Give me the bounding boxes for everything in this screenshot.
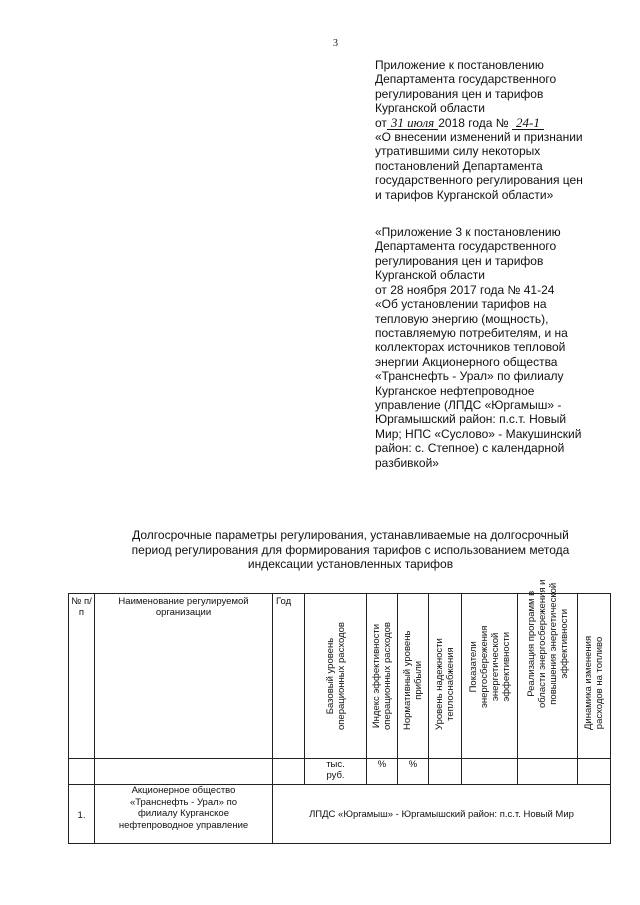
appendix3-line: от 28 ноября 2017 года № 41-24 xyxy=(375,282,555,297)
header-text: области энергосбережения и xyxy=(536,579,548,708)
header-text: прибыли xyxy=(413,660,424,700)
col-header-efficiency-index xyxy=(367,594,398,759)
handwritten-number: 24-1 xyxy=(512,117,544,130)
col-header-year: Год xyxy=(273,594,305,759)
appendix3-line: управление (ЛПДС «Юргамыш» - xyxy=(375,397,562,412)
org-name-line: филиалу Курганское xyxy=(137,808,229,819)
appendix3-line: поставляемую потребителям, и на xyxy=(375,325,568,340)
appendix-line: постановлений Департамента xyxy=(375,158,543,173)
title-line: период регулирования для формирования тарифов с использованием метода xyxy=(131,542,570,557)
header-row xyxy=(69,594,611,759)
unit-cell: % xyxy=(367,759,398,785)
appendix3-line: «Транснефть - Урал» по филиалу xyxy=(375,369,564,384)
appendix-line: государственного регулирования цен xyxy=(375,173,583,188)
header-text: Базовый уровень xyxy=(324,637,336,715)
unit-cell xyxy=(305,759,367,785)
date-suffix: 2018 года № xyxy=(438,115,509,130)
appendix3-line: разбивкой» xyxy=(375,455,439,470)
appendix-line: и тарифов Курганской области» xyxy=(375,187,554,202)
col-header-profit-level xyxy=(398,594,429,759)
header-text: Показатели xyxy=(467,641,479,693)
header-text: энергосбережения xyxy=(478,625,490,708)
appendix-date-line xyxy=(375,116,625,130)
page-number: 3 xyxy=(333,38,338,49)
appendix3-line: Департамента государственного xyxy=(375,239,557,254)
title-line: индексации установленных тарифов xyxy=(247,557,454,571)
parameters-table xyxy=(68,579,611,844)
units-row xyxy=(69,759,611,785)
header-text: Динамика изменения xyxy=(583,635,594,730)
unit-text: тыс. xyxy=(326,759,345,770)
org-name-line: Акционерное общество xyxy=(131,785,236,796)
col-header-programs xyxy=(518,579,578,759)
header-text: повышения энергетической xyxy=(547,582,559,705)
appendix-line: Курганской области xyxy=(375,101,485,116)
header-text: Реализация программ в xyxy=(525,590,537,697)
appendix3-line: Курганское нефтепроводное xyxy=(375,383,535,398)
appendix3-line: коллекторах источников тепловой xyxy=(375,340,566,355)
appendix3-line: Мир; НПС «Суслово» - Макушинский xyxy=(375,426,582,441)
org-name-line: «Транснефть - Урал» по xyxy=(129,796,238,808)
appendix3-line: регулирования цен и тарифов xyxy=(375,253,544,268)
appendix3-line: энергии Акционерного общества xyxy=(375,354,558,369)
unit-cell: % xyxy=(398,759,429,785)
org-name-line: нефтепроводное управление xyxy=(118,819,249,831)
col-header-fuel-dynamics xyxy=(578,594,611,759)
col-header-num: № п/п xyxy=(69,594,95,759)
appendix3-line: тепловую энергию (мощность), xyxy=(375,311,549,326)
appendix-line: регулирования цен и тарифов xyxy=(375,86,544,101)
appendix3-line: Юргамышский район: п.с.т. Новый xyxy=(375,412,567,427)
unit-text: руб. xyxy=(326,770,345,781)
header-text: эффективности xyxy=(558,608,570,679)
header-text: операционных расходов xyxy=(335,622,347,730)
header-text: расходов на топливо xyxy=(594,636,605,730)
appendix-line: Департамента государственного xyxy=(375,72,557,87)
header-text: Нормативный уровень xyxy=(402,630,413,730)
header-text: эффективности xyxy=(500,631,512,702)
appendix3-line: «Об установлении тарифов на xyxy=(375,297,547,312)
col-header-energy-saving xyxy=(462,594,518,759)
col-header-base-opex xyxy=(305,594,367,759)
appendix3-line: «Приложение 3 к постановлению xyxy=(375,225,561,240)
header-text: операционных расходов xyxy=(382,622,393,730)
appendix-header xyxy=(375,58,625,470)
appendix3-line: Курганской области xyxy=(375,268,485,283)
appendix-line: утратившими силу некоторых xyxy=(375,144,541,159)
facility-cell: ЛПДС «Юргамыш» - Юргамышский район: п.с.т. Новый Мир xyxy=(273,785,611,844)
row-number: 1. xyxy=(69,785,95,844)
header-text: Индекс эффективности xyxy=(371,623,382,729)
col-header-name: Наименование регулируемой организации xyxy=(95,594,273,759)
col-header-reliability xyxy=(429,594,462,759)
appendix3-line: район: с. Степное) с календарной xyxy=(375,441,565,456)
handwritten-date: 31 июля xyxy=(387,117,438,130)
header-text: Уровень надежности xyxy=(434,638,445,730)
org-name-cell xyxy=(95,785,273,844)
title-line: Долгосрочные параметры регулирования, устанавливаемые на долгосрочный xyxy=(132,528,569,542)
header-text: теплоснабжения xyxy=(445,647,456,721)
date-prefix: от xyxy=(375,115,387,130)
table-row xyxy=(69,785,611,844)
document-title xyxy=(88,528,613,572)
appendix-line: Приложение к постановлению xyxy=(375,58,544,72)
appendix-line: «О внесении изменений и признании xyxy=(375,130,583,145)
header-text: энергетической xyxy=(489,632,501,702)
